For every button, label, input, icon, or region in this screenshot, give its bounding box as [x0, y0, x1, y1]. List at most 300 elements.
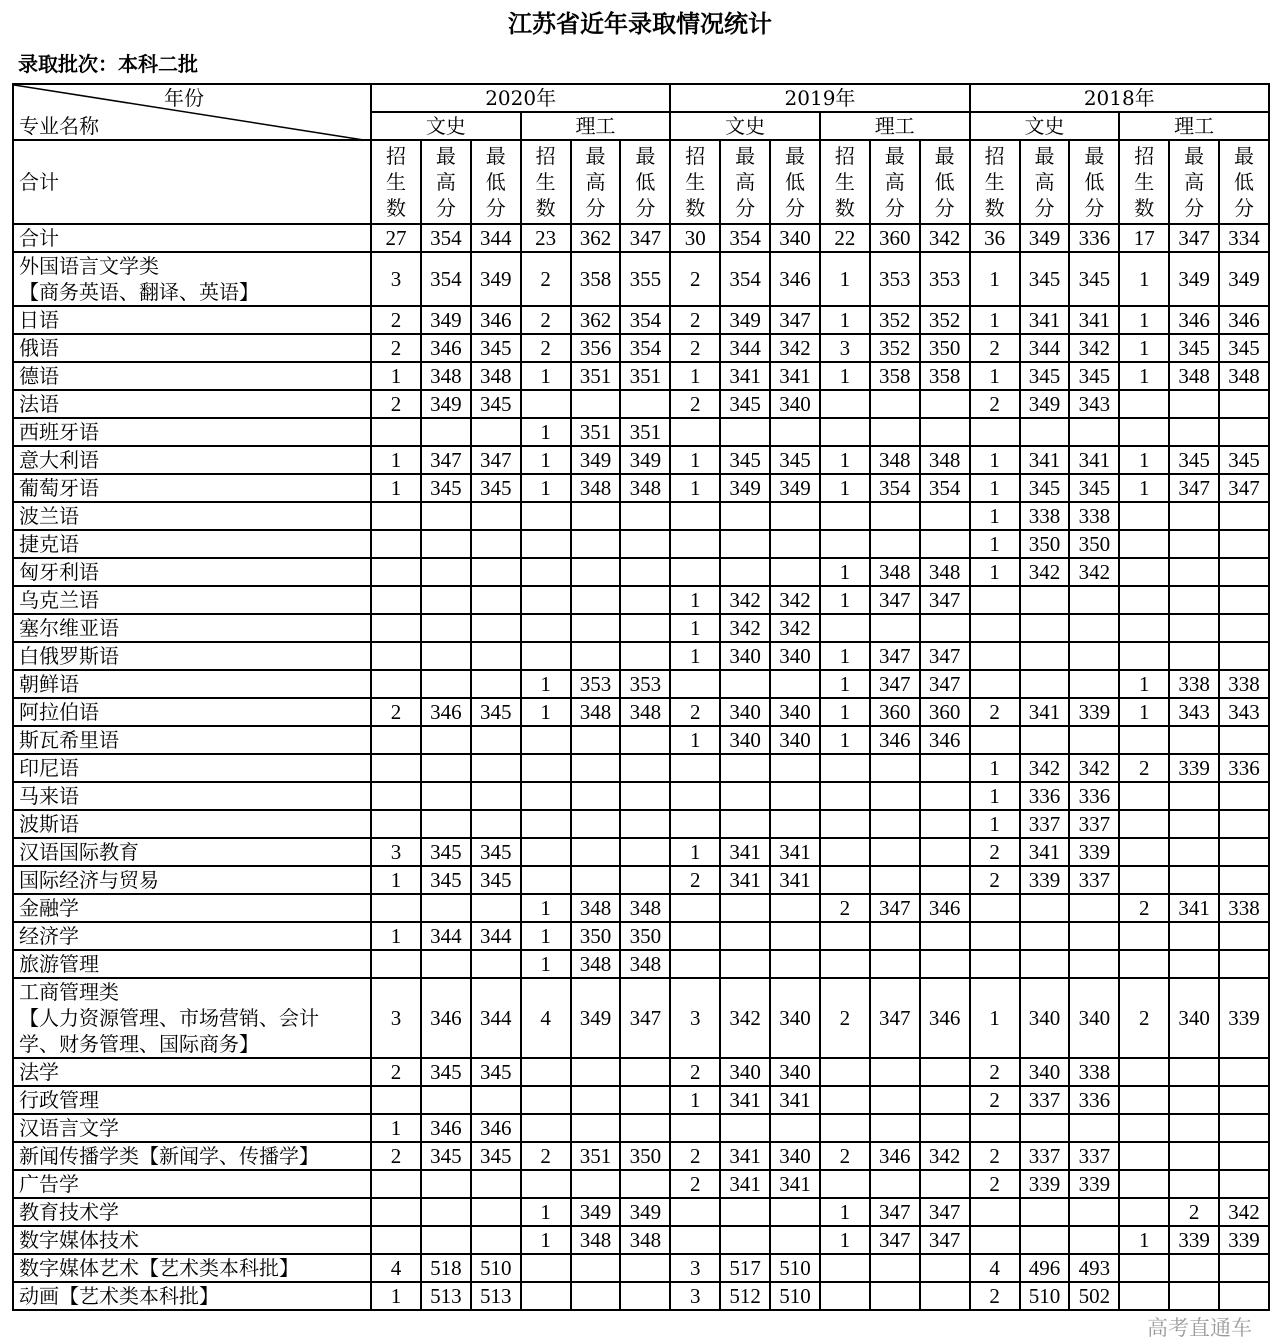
value-cell: 348	[620, 1226, 670, 1254]
subcolumn-header: 最 高 分	[1169, 140, 1219, 224]
value-cell	[1119, 922, 1169, 950]
value-cell: 351	[620, 418, 670, 446]
value-cell: 518	[421, 1254, 471, 1282]
track-header: 文史	[371, 112, 521, 140]
value-cell: 2	[1119, 978, 1169, 1058]
value-cell: 362	[571, 224, 621, 252]
value-cell	[471, 586, 521, 614]
value-cell	[1219, 530, 1269, 558]
value-cell: 346	[421, 978, 471, 1058]
value-cell	[970, 614, 1020, 642]
value-cell	[1069, 1226, 1119, 1254]
value-cell: 1	[670, 1086, 720, 1114]
value-cell: 340	[1020, 978, 1070, 1058]
value-cell: 2	[670, 698, 720, 726]
value-cell: 1	[820, 306, 870, 334]
value-cell: 352	[870, 306, 920, 334]
major-name: 朝鲜语	[13, 670, 371, 698]
value-cell: 344	[471, 922, 521, 950]
value-cell	[820, 922, 870, 950]
value-cell	[1169, 1114, 1219, 1142]
table-row	[13, 558, 1269, 586]
table-row	[13, 224, 1269, 252]
value-cell	[1219, 502, 1269, 530]
value-cell	[920, 502, 970, 530]
value-cell	[870, 1058, 920, 1086]
value-cell	[571, 754, 621, 782]
value-cell: 349	[620, 446, 670, 474]
value-cell	[820, 614, 870, 642]
value-cell	[1119, 1058, 1169, 1086]
value-cell: 342	[920, 1142, 970, 1170]
value-cell: 345	[471, 334, 521, 362]
value-cell	[571, 502, 621, 530]
admission-statistics-table	[12, 83, 1270, 1311]
value-cell: 4	[970, 1254, 1020, 1282]
value-cell	[421, 726, 471, 754]
value-cell: 347	[920, 586, 970, 614]
value-cell	[720, 782, 770, 810]
value-cell: 1	[970, 362, 1020, 390]
value-cell	[521, 866, 571, 894]
value-cell	[770, 670, 820, 698]
value-cell	[870, 810, 920, 838]
value-cell	[1119, 1282, 1169, 1310]
value-cell	[1219, 950, 1269, 978]
table-row	[13, 978, 1269, 1058]
value-cell	[720, 418, 770, 446]
value-cell: 1	[1119, 334, 1169, 362]
value-cell	[1169, 614, 1219, 642]
value-cell: 512	[720, 1282, 770, 1310]
value-cell	[421, 614, 471, 642]
value-cell: 1	[970, 978, 1020, 1058]
value-cell: 510	[1020, 1282, 1070, 1310]
value-cell	[371, 894, 421, 922]
value-cell: 351	[620, 362, 670, 390]
value-cell: 2	[670, 334, 720, 362]
value-cell	[1119, 866, 1169, 894]
value-cell	[620, 810, 670, 838]
value-cell	[1119, 614, 1169, 642]
major-name: 德语	[13, 362, 371, 390]
value-cell	[870, 390, 920, 418]
value-cell	[421, 782, 471, 810]
value-cell	[920, 922, 970, 950]
value-cell: 341	[1069, 446, 1119, 474]
value-cell: 349	[471, 252, 521, 306]
value-cell	[970, 1114, 1020, 1142]
value-cell	[870, 614, 920, 642]
value-cell: 342	[1219, 1198, 1269, 1226]
value-cell	[421, 1086, 471, 1114]
value-cell: 513	[421, 1282, 471, 1310]
value-cell: 353	[920, 252, 970, 306]
subcolumn-header: 最 高 分	[421, 140, 471, 224]
value-cell: 347	[870, 586, 920, 614]
value-cell	[970, 726, 1020, 754]
value-cell	[471, 558, 521, 586]
value-cell: 1	[970, 474, 1020, 502]
value-cell	[521, 1170, 571, 1198]
value-cell: 353	[571, 670, 621, 698]
value-cell	[920, 1114, 970, 1142]
value-cell	[571, 782, 621, 810]
table-row	[13, 894, 1269, 922]
value-cell	[670, 530, 720, 558]
value-cell: 496	[1020, 1254, 1070, 1282]
value-cell: 339	[1219, 978, 1269, 1058]
value-cell	[820, 810, 870, 838]
value-cell	[970, 1198, 1020, 1226]
value-cell: 2	[970, 1058, 1020, 1086]
value-cell: 2	[521, 252, 571, 306]
value-cell	[970, 642, 1020, 670]
value-cell	[521, 1282, 571, 1310]
value-cell: 345	[421, 866, 471, 894]
value-cell	[371, 1226, 421, 1254]
value-cell	[620, 782, 670, 810]
value-cell	[1069, 1198, 1119, 1226]
value-cell	[521, 1114, 571, 1142]
value-cell	[1119, 502, 1169, 530]
major-name: 斯瓦希里语	[13, 726, 371, 754]
value-cell	[521, 726, 571, 754]
value-cell: 350	[571, 922, 621, 950]
value-cell: 342	[1069, 334, 1119, 362]
value-cell	[421, 1226, 471, 1254]
value-cell	[471, 950, 521, 978]
value-cell	[1169, 390, 1219, 418]
major-name: 法学	[13, 1058, 371, 1086]
value-cell: 346	[1219, 306, 1269, 334]
value-cell	[1069, 726, 1119, 754]
value-cell: 2	[521, 334, 571, 362]
value-cell	[1219, 1170, 1269, 1198]
value-cell	[1169, 838, 1219, 866]
value-cell: 1	[521, 670, 571, 698]
value-cell: 347	[471, 446, 521, 474]
value-cell	[920, 950, 970, 978]
value-cell: 1	[1119, 670, 1169, 698]
value-cell	[870, 866, 920, 894]
major-name: 俄语	[13, 334, 371, 362]
value-cell	[670, 894, 720, 922]
value-cell	[1219, 642, 1269, 670]
value-cell	[571, 838, 621, 866]
value-cell	[1219, 810, 1269, 838]
value-cell	[920, 530, 970, 558]
value-cell	[820, 1086, 870, 1114]
value-cell: 351	[571, 362, 621, 390]
value-cell: 1	[371, 866, 421, 894]
value-cell: 358	[571, 252, 621, 306]
value-cell: 1	[371, 474, 421, 502]
value-cell	[1119, 1086, 1169, 1114]
major-name: 白俄罗斯语	[13, 642, 371, 670]
major-name: 工商管理类 【人力资源管理、市场营销、会计 学、财务管理、国际商务】	[13, 978, 371, 1058]
value-cell: 347	[620, 224, 670, 252]
value-cell	[620, 866, 670, 894]
value-cell: 346	[421, 1114, 471, 1142]
page-title: 江苏省近年录取情况统计	[508, 9, 772, 38]
value-cell: 1	[1119, 306, 1169, 334]
value-cell: 354	[620, 334, 670, 362]
value-cell: 345	[1219, 446, 1269, 474]
value-cell: 1	[820, 474, 870, 502]
value-cell	[770, 558, 820, 586]
value-cell	[820, 418, 870, 446]
value-cell: 345	[421, 1058, 471, 1086]
value-cell: 341	[770, 1086, 820, 1114]
value-cell: 336	[1069, 1086, 1119, 1114]
value-cell: 23	[521, 224, 571, 252]
value-cell: 347	[1169, 474, 1219, 502]
value-cell: 341	[720, 1170, 770, 1198]
value-cell: 345	[1020, 362, 1070, 390]
value-cell: 348	[620, 950, 670, 978]
value-cell: 1	[820, 446, 870, 474]
major-name: 合计	[13, 224, 371, 252]
value-cell: 344	[1020, 334, 1070, 362]
value-cell	[371, 558, 421, 586]
value-cell	[371, 810, 421, 838]
value-cell	[371, 782, 421, 810]
value-cell: 345	[421, 474, 471, 502]
value-cell	[371, 670, 421, 698]
value-cell	[620, 502, 670, 530]
value-cell	[1119, 726, 1169, 754]
value-cell: 1	[670, 614, 720, 642]
value-cell: 339	[1020, 866, 1070, 894]
value-cell: 346	[920, 894, 970, 922]
value-cell	[620, 530, 670, 558]
value-cell	[471, 418, 521, 446]
value-cell: 1	[670, 446, 720, 474]
value-cell: 349	[571, 446, 621, 474]
table-row	[13, 614, 1269, 642]
major-name: 行政管理	[13, 1086, 371, 1114]
value-cell	[471, 642, 521, 670]
value-cell: 348	[620, 474, 670, 502]
major-name: 新闻传播学类【新闻学、传播学】	[13, 1142, 371, 1170]
value-cell: 339	[1069, 1170, 1119, 1198]
value-cell	[521, 1058, 571, 1086]
value-cell: 1	[371, 1282, 421, 1310]
value-cell: 340	[720, 726, 770, 754]
value-cell: 342	[770, 586, 820, 614]
value-cell: 349	[571, 1198, 621, 1226]
value-cell	[421, 754, 471, 782]
value-cell: 338	[1219, 670, 1269, 698]
value-cell: 342	[770, 334, 820, 362]
value-cell	[620, 1058, 670, 1086]
value-cell	[620, 586, 670, 614]
value-cell: 493	[1069, 1254, 1119, 1282]
value-cell: 345	[1169, 446, 1219, 474]
table-row	[13, 362, 1269, 390]
value-cell	[620, 1254, 670, 1282]
value-cell: 346	[421, 698, 471, 726]
value-cell	[371, 950, 421, 978]
value-cell: 348	[920, 446, 970, 474]
value-cell: 348	[571, 698, 621, 726]
value-cell	[371, 1086, 421, 1114]
value-cell	[670, 670, 720, 698]
value-cell: 345	[471, 838, 521, 866]
value-cell	[571, 1114, 621, 1142]
value-cell: 4	[371, 1254, 421, 1282]
value-cell	[1020, 1198, 1070, 1226]
table-row	[13, 334, 1269, 362]
value-cell: 349	[720, 306, 770, 334]
value-cell	[1119, 390, 1169, 418]
value-cell: 2	[1119, 894, 1169, 922]
value-cell: 2	[371, 1058, 421, 1086]
value-cell	[720, 1198, 770, 1226]
value-cell: 341	[1169, 894, 1219, 922]
value-cell: 356	[571, 334, 621, 362]
value-cell: 342	[720, 586, 770, 614]
value-cell	[820, 1170, 870, 1198]
value-cell: 348	[620, 698, 670, 726]
year-header: 2018年	[970, 84, 1269, 112]
value-cell: 347	[620, 978, 670, 1058]
value-cell: 1	[670, 474, 720, 502]
value-cell: 360	[870, 698, 920, 726]
major-name: 意大利语	[13, 446, 371, 474]
value-cell: 1	[670, 642, 720, 670]
value-cell	[371, 586, 421, 614]
value-cell: 1	[371, 922, 421, 950]
value-cell	[1169, 726, 1219, 754]
value-cell: 1	[820, 1198, 870, 1226]
value-cell: 354	[620, 306, 670, 334]
value-cell: 351	[571, 418, 621, 446]
table-row	[13, 726, 1269, 754]
value-cell	[1219, 1114, 1269, 1142]
value-cell: 345	[471, 698, 521, 726]
table-row	[13, 698, 1269, 726]
value-cell	[471, 502, 521, 530]
value-cell	[1169, 922, 1219, 950]
value-cell	[770, 754, 820, 782]
track-header: 理工	[1119, 112, 1269, 140]
subcolumn-header: 最 低 分	[920, 140, 970, 224]
table-row	[13, 502, 1269, 530]
value-cell: 345	[1069, 474, 1119, 502]
value-cell: 345	[471, 866, 521, 894]
value-cell	[870, 1282, 920, 1310]
value-cell: 337	[1069, 810, 1119, 838]
value-cell: 2	[970, 838, 1020, 866]
value-cell	[521, 1254, 571, 1282]
value-cell	[920, 1086, 970, 1114]
value-cell: 350	[920, 334, 970, 362]
value-cell	[870, 1254, 920, 1282]
value-cell	[870, 838, 920, 866]
value-cell	[1020, 950, 1070, 978]
value-cell	[1119, 1254, 1169, 1282]
value-cell: 343	[1069, 390, 1119, 418]
value-cell: 348	[870, 446, 920, 474]
subcolumn-header: 最 低 分	[1069, 140, 1119, 224]
value-cell: 1	[670, 726, 720, 754]
value-cell: 350	[1069, 530, 1119, 558]
value-cell: 346	[920, 726, 970, 754]
value-cell: 1	[1119, 698, 1169, 726]
value-cell: 337	[1020, 810, 1070, 838]
value-cell	[371, 1198, 421, 1226]
value-cell	[1119, 1142, 1169, 1170]
value-cell	[620, 614, 670, 642]
table-row	[13, 1282, 1269, 1310]
value-cell: 3	[371, 252, 421, 306]
value-cell	[371, 642, 421, 670]
value-cell: 1	[820, 558, 870, 586]
value-cell	[670, 1226, 720, 1254]
value-cell: 348	[571, 950, 621, 978]
value-cell: 337	[1020, 1142, 1070, 1170]
value-cell	[1169, 586, 1219, 614]
value-cell	[1069, 1114, 1119, 1142]
value-cell: 343	[1219, 698, 1269, 726]
value-cell: 1	[970, 558, 1020, 586]
value-cell: 345	[471, 390, 521, 418]
value-cell: 353	[870, 252, 920, 306]
value-cell: 1	[1119, 362, 1169, 390]
value-cell: 349	[620, 1198, 670, 1226]
value-cell	[620, 1114, 670, 1142]
value-cell	[1119, 530, 1169, 558]
value-cell	[571, 1254, 621, 1282]
value-cell	[471, 614, 521, 642]
value-cell	[620, 1282, 670, 1310]
value-cell: 1	[820, 362, 870, 390]
value-cell	[920, 838, 970, 866]
value-cell: 338	[1069, 502, 1119, 530]
value-cell: 341	[1020, 698, 1070, 726]
table-row	[13, 950, 1269, 978]
subcolumn-header: 招 生 数	[1119, 140, 1169, 224]
corner-year-label: 年份	[164, 86, 204, 110]
value-cell: 347	[920, 642, 970, 670]
value-cell: 1	[670, 586, 720, 614]
value-cell: 347	[770, 306, 820, 334]
corner-major-label: 专业名称	[19, 114, 99, 138]
value-cell: 2	[970, 334, 1020, 362]
value-cell: 2	[371, 1142, 421, 1170]
value-cell	[1069, 614, 1119, 642]
value-cell	[870, 1086, 920, 1114]
value-cell	[1219, 726, 1269, 754]
value-cell: 344	[421, 922, 471, 950]
value-cell: 2	[670, 1170, 720, 1198]
value-cell: 347	[920, 670, 970, 698]
value-cell: 341	[720, 866, 770, 894]
value-cell	[620, 1170, 670, 1198]
value-cell: 1	[970, 252, 1020, 306]
value-cell: 1	[1119, 446, 1169, 474]
track-header: 文史	[670, 112, 820, 140]
value-cell: 2	[371, 390, 421, 418]
value-cell: 1	[820, 670, 870, 698]
value-cell: 341	[1069, 306, 1119, 334]
value-cell: 2	[970, 1142, 1020, 1170]
subcolumn-header: 招 生 数	[970, 140, 1020, 224]
value-cell	[521, 1086, 571, 1114]
subcolumn-header: 最 低 分	[1219, 140, 1269, 224]
